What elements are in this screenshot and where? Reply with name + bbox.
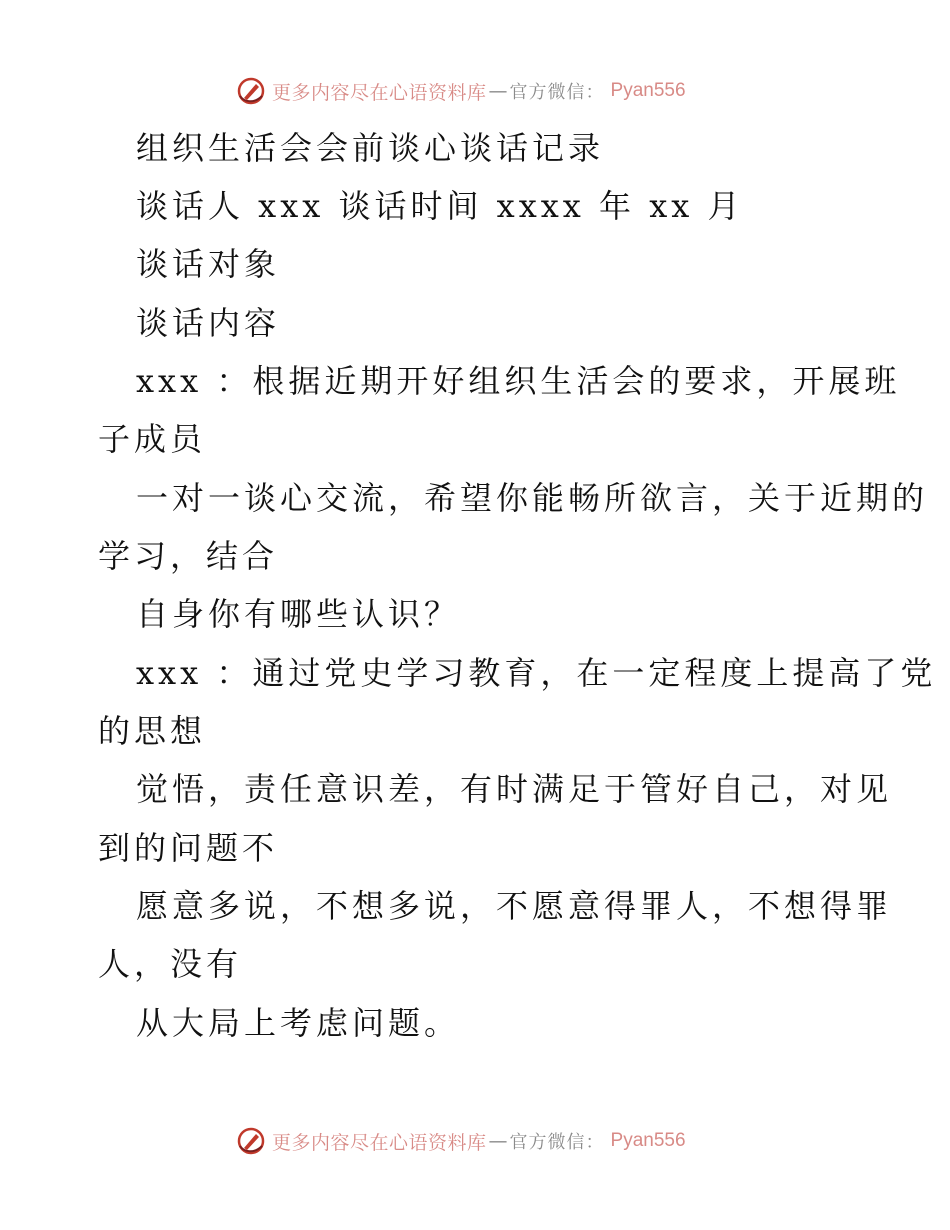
doc-paragraph-line: xxx ：根据近期开好组织生活会的要求，开展班 (136, 362, 901, 400)
banner-wechat-id: Pyan556 (610, 1130, 686, 1151)
doc-paragraph-line: 自身你有哪些认识？ (136, 595, 461, 633)
doc-paragraph-line: 人，没有 (98, 945, 243, 983)
doc-paragraph-line: 到的问题不 (98, 829, 279, 867)
doc-line-interviewer: 谈话人 xxx 谈话时间 xxxx 年 xx 月 (136, 187, 744, 225)
doc-paragraph-line: 的思想 (98, 712, 207, 750)
quill-seal-logo-icon (236, 1126, 266, 1156)
quill-seal-logo-icon (236, 76, 266, 106)
banner-main-text: 更多内容尽在心语资料库 (272, 81, 487, 104)
doc-title: 组织生活会会前谈心谈话记录 (136, 129, 605, 167)
banner-wechat-id: Pyan556 (610, 80, 686, 101)
footer-watermark-banner (0, 1120, 950, 1160)
doc-line-subject: 谈话对象 (136, 245, 281, 283)
doc-paragraph-line: xxx ：通过党史学习教育，在一定程度上提高了党 (136, 654, 937, 692)
doc-paragraph-line: 愿意多说，不想多说，不愿意得罪人，不想得罪 (136, 887, 893, 925)
doc-paragraph-line: 一对一谈心交流，希望你能畅所欲言，关于近期的 (136, 479, 929, 517)
doc-paragraph-line: 从大局上考虑问题。 (136, 1004, 461, 1042)
doc-paragraph-line: 子成员 (98, 420, 207, 458)
doc-line-content-heading: 谈话内容 (136, 304, 281, 342)
doc-paragraph-line: 觉悟，责任意识差，有时满足于管好自己，对见 (136, 770, 893, 808)
banner-separator: — (488, 80, 508, 102)
header-watermark-banner (0, 70, 950, 110)
banner-wechat-label: 官方微信： (509, 82, 605, 103)
banner-main-text: 更多内容尽在心语资料库 (272, 1131, 487, 1154)
banner-separator: — (488, 1130, 508, 1152)
banner-wechat-label: 官方微信： (509, 1132, 605, 1153)
doc-paragraph-line: 学习，结合 (98, 537, 279, 575)
